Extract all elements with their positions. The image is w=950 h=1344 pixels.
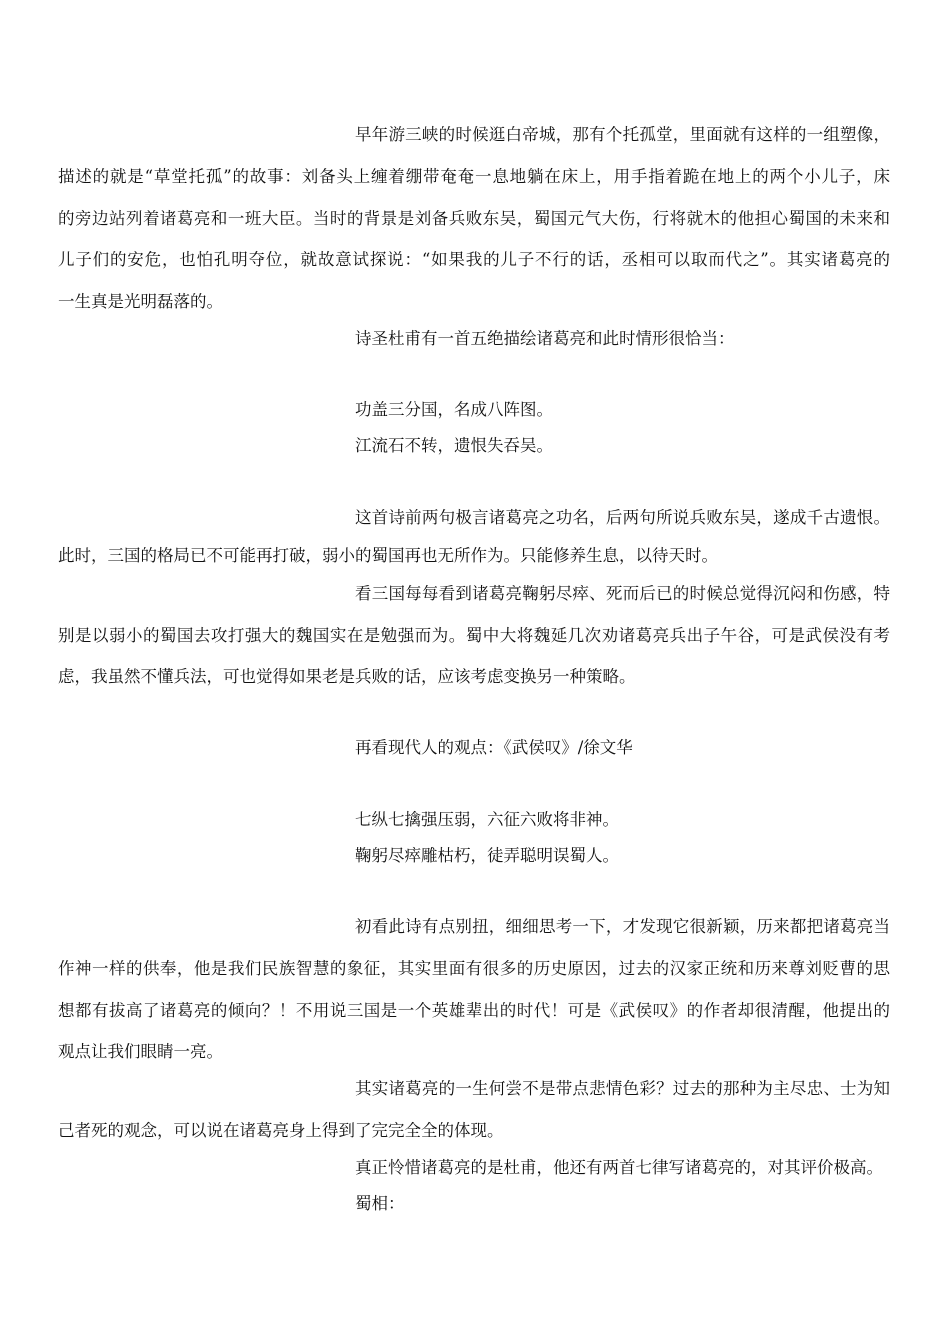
paragraph-2-line-1: 诗圣杜甫有一首五绝描绘诸葛亮和此时情形很恰当： <box>355 329 735 348</box>
paragraph-5-line-3: 想都有拔高了诸葛亮的倾向？！不用说三国是一个英雄辈出的时代！可是《武侯叹》的作者却很清醒，他提出的 <box>58 1001 890 1020</box>
paragraph-7-line-1: 真正怜惜诸葛亮的是杜甫，他还有两首七律写诸葛亮的，对其评价极高。 <box>355 1158 883 1177</box>
paragraph-3-line-2: 此时，三国的格局已不可能再打破，弱小的蜀国再也无所作为。只能修养生息，以待天时。 <box>58 546 718 565</box>
poem-1-line-2: 江流石不转，遗恨失吞吴。 <box>355 436 553 455</box>
paragraph-4-line-3: 虑，我虽然不懂兵法，可也觉得如果老是兵败的话，应该考虑变换另一种策略。 <box>58 667 636 686</box>
paragraph-1-line-4: 儿子们的安危，也怕孔明夺位，就故意试探说：“如果我的儿子不行的话，丞相可以取而代之”。其实诸葛亮的 <box>58 250 890 269</box>
paragraph-4-line-2: 别是以弱小的蜀国去攻打强大的魏国实在是勉强而为。蜀中大将魏延几次劝诸葛亮兵出子午谷，可是武侯没有考 <box>58 626 890 645</box>
paragraph-1-line-2: 描述的就是“草堂托孤”的故事：刘备头上缠着绷带奄奄一息地躺在床上，用手指着跪在地上的两个小儿子，床 <box>58 167 890 186</box>
shuxiang-heading: 蜀相： <box>355 1194 405 1213</box>
paragraph-6-line-2: 己者死的观念，可以说在诸葛亮身上得到了完完全全的体现。 <box>58 1121 504 1140</box>
poem-2-line-2: 鞠躬尽瘁雕枯朽，徒弄聪明误蜀人。 <box>355 846 619 865</box>
poem-2-line-1: 七纵七擒强压弱，六征六败将非神。 <box>355 810 619 829</box>
paragraph-5-line-1: 初看此诗有点别扭，细细思考一下，才发现它很新颖，历来都把诸葛亮当 <box>355 917 890 936</box>
paragraph-1-line-5: 一生真是光明磊落的。 <box>58 292 223 311</box>
poem-1-line-1: 功盖三分国，名成八阵图。 <box>355 400 553 419</box>
paragraph-4-line-1: 看三国每每看到诸葛亮鞠躬尽瘁、死而后已的时候总觉得沉闷和伤感，特 <box>355 584 890 603</box>
poem-2-heading: 再看现代人的观点：《武侯叹》/徐文华 <box>355 738 633 757</box>
paragraph-3-line-1: 这首诗前两句极言诸葛亮之功名，后两句所说兵败东吴，遂成千古遗恨。 <box>355 508 890 527</box>
paragraph-1-line-3: 的旁边站列着诸葛亮和一班大臣。当时的背景是刘备兵败东吴，蜀国元气大伤，行将就木的他担心蜀国的未来和 <box>58 209 890 228</box>
paragraph-1-line-1: 早年游三峡的时候逛白帝城，那有个托孤堂，里面就有这样的一组塑像， <box>355 125 890 144</box>
paragraph-5-line-2: 作神一样的供奉，他是我们民族智慧的象征，其实里面有很多的历史原因，过去的汉家正统和历来尊刘贬曹的思 <box>58 959 890 978</box>
paragraph-6-line-1: 其实诸葛亮的一生何尝不是带点悲情色彩？过去的那种为主尽忠、士为知 <box>355 1079 890 1098</box>
paragraph-5-line-4: 观点让我们眼睛一亮。 <box>58 1042 223 1061</box>
